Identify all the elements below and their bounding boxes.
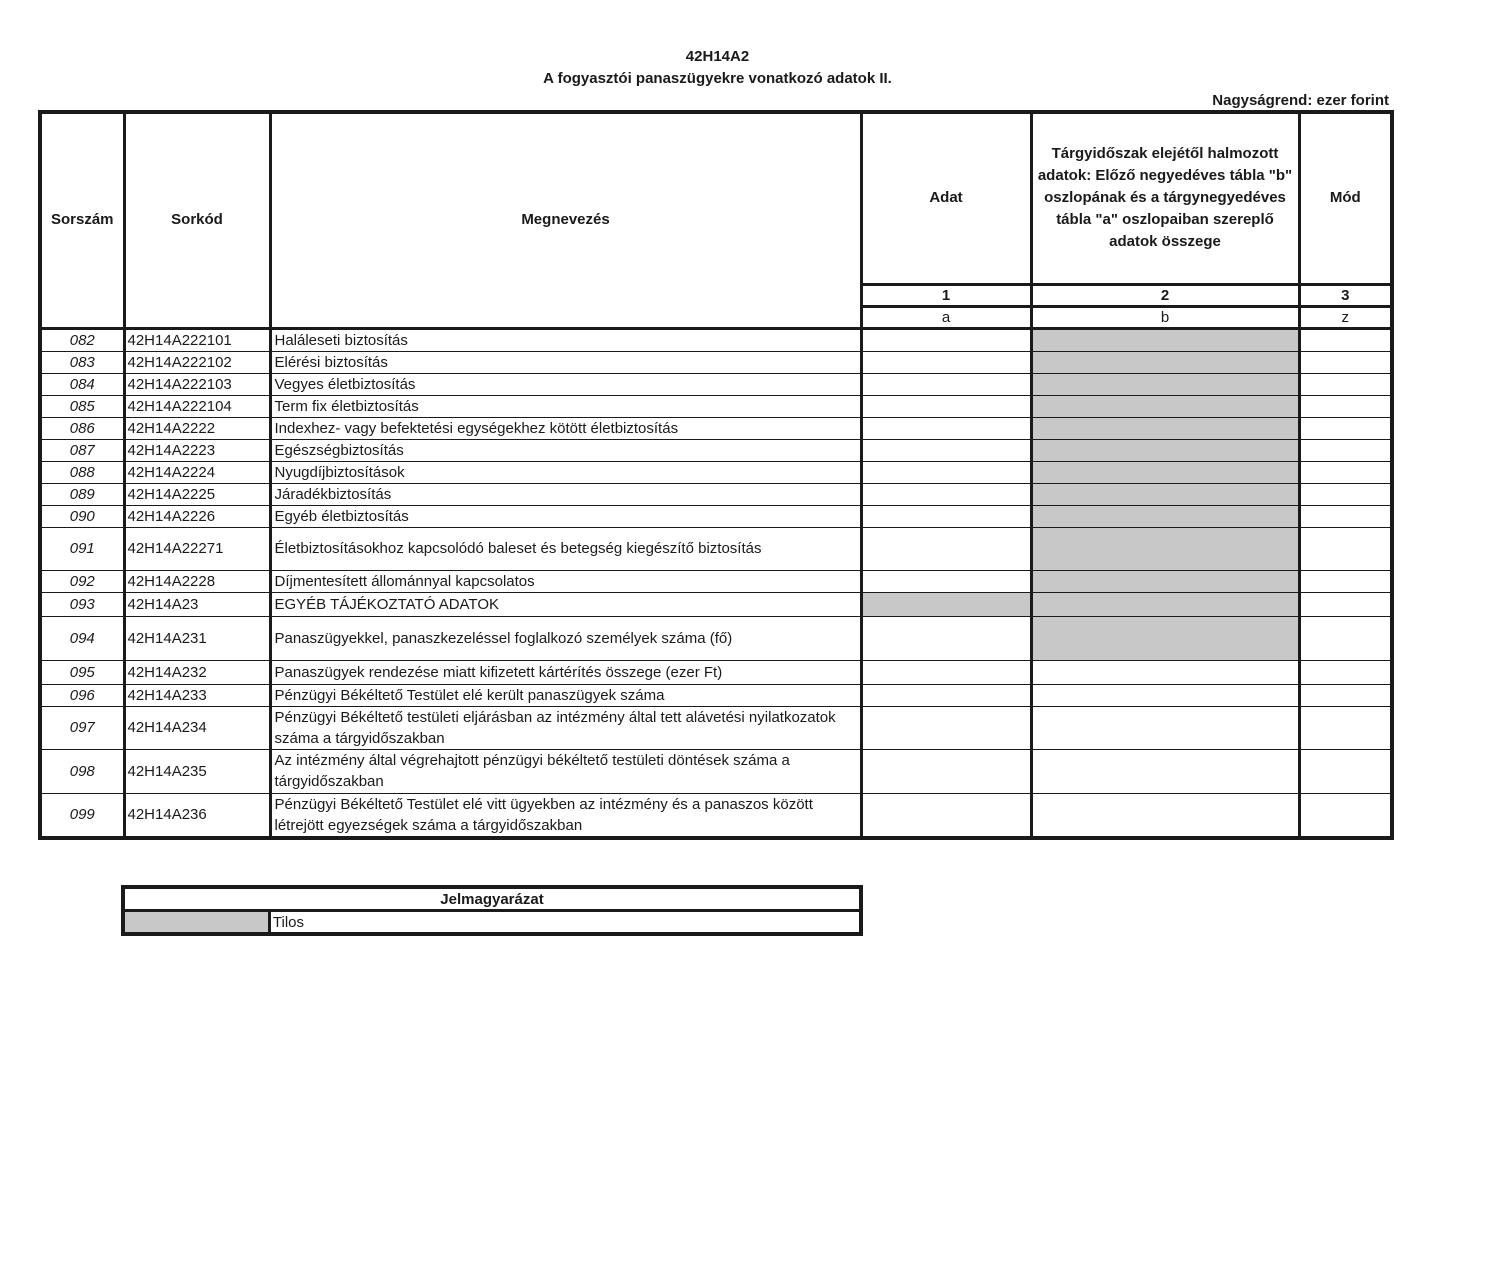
row-sorkod: 42H14A2224 (124, 461, 270, 483)
cell-halmozott-forbidden (1031, 527, 1299, 570)
table-row (40, 395, 1392, 417)
cell-halmozott-forbidden (1031, 592, 1299, 616)
cell-adat[interactable] (861, 527, 1031, 570)
legend-gray-label: Tilos (269, 911, 861, 935)
row-sorszam: 092 (40, 570, 124, 592)
row-sorszam: 084 (40, 373, 124, 395)
col-letter-z: z (1299, 306, 1392, 328)
row-sorkod: 42H14A22271 (124, 527, 270, 570)
form-code: 42H14A2 (685, 48, 750, 65)
table-row (40, 793, 1392, 838)
cell-halmozott-forbidden (1031, 483, 1299, 505)
row-sorszam: 083 (40, 351, 124, 373)
table-row (40, 505, 1392, 527)
cell-mod[interactable] (1299, 793, 1392, 838)
row-megnevezes: EGYÉB TÁJÉKOZTATÓ ADATOK (270, 592, 861, 616)
row-sorkod: 42H14A234 (124, 706, 270, 749)
table-row (40, 483, 1392, 505)
row-megnevezes: Panaszügyekkel, panaszkezeléssel foglalkozó személyek száma (fő) (270, 616, 861, 660)
row-sorkod: 42H14A2225 (124, 483, 270, 505)
row-megnevezes: Pénzügyi Békéltető Testület elé vitt ügyekben az intézmény és a panaszos között létrejött egyezségek száma a tárgyidőszakban (270, 793, 861, 838)
row-sorszam: 086 (40, 417, 124, 439)
row-megnevezes: Elérési biztosítás (270, 351, 861, 373)
row-sorszam: 090 (40, 505, 124, 527)
col-letter-b: b (1031, 306, 1299, 328)
row-sorszam: 098 (40, 749, 124, 793)
row-megnevezes: Egészségbiztosítás (270, 439, 861, 461)
cell-adat[interactable] (861, 660, 1031, 684)
table-row (40, 592, 1392, 616)
row-megnevezes: Vegyes életbiztosítás (270, 373, 861, 395)
cell-halmozott[interactable] (1031, 660, 1299, 684)
form-title: A fogyasztói panaszügyekre vonatkozó adatok II. (543, 70, 892, 87)
cell-mod[interactable] (1299, 373, 1392, 395)
cell-adat[interactable] (861, 373, 1031, 395)
table-row (40, 570, 1392, 592)
data-table (38, 110, 1394, 840)
cell-mod[interactable] (1299, 527, 1392, 570)
table-row (40, 461, 1392, 483)
cell-halmozott-forbidden (1031, 351, 1299, 373)
legend-table (121, 885, 863, 936)
row-sorszam: 094 (40, 616, 124, 660)
col-letter-a: a (861, 306, 1031, 328)
row-sorszam: 082 (40, 328, 124, 351)
cell-adat[interactable] (861, 505, 1031, 527)
cell-mod[interactable] (1299, 351, 1392, 373)
cell-halmozott-forbidden (1031, 328, 1299, 351)
row-megnevezes: Panaszügyek rendezése miatt kifizetett kártérítés összege (ezer Ft) (270, 660, 861, 684)
row-sorkod: 42H14A233 (124, 684, 270, 706)
row-sorszam: 095 (40, 660, 124, 684)
cell-mod[interactable] (1299, 616, 1392, 660)
cell-mod[interactable] (1299, 328, 1392, 351)
cell-halmozott-forbidden (1031, 439, 1299, 461)
cell-halmozott-forbidden (1031, 417, 1299, 439)
row-sorkod: 42H14A231 (124, 616, 270, 660)
row-sorszam: 093 (40, 592, 124, 616)
table-row (40, 527, 1392, 570)
table-row (40, 616, 1392, 660)
col-header-sorkod: Sorkód (124, 112, 270, 328)
col-number-2: 2 (1031, 284, 1299, 306)
cell-mod[interactable] (1299, 570, 1392, 592)
cell-adat[interactable] (861, 749, 1031, 793)
row-megnevezes: Egyéb életbiztosítás (270, 505, 861, 527)
cell-adat[interactable] (861, 461, 1031, 483)
col-number-1: 1 (861, 284, 1031, 306)
col-number-3: 3 (1299, 284, 1392, 306)
row-sorkod: 42H14A2222 (124, 417, 270, 439)
cell-mod[interactable] (1299, 461, 1392, 483)
cell-adat[interactable] (861, 616, 1031, 660)
row-sorszam: 089 (40, 483, 124, 505)
cell-mod[interactable] (1299, 483, 1392, 505)
cell-mod[interactable] (1299, 505, 1392, 527)
row-megnevezes: Term fix életbiztosítás (270, 395, 861, 417)
row-sorkod: 42H14A2228 (124, 570, 270, 592)
cell-halmozott-forbidden (1031, 373, 1299, 395)
row-sorkod: 42H14A236 (124, 793, 270, 838)
cell-adat[interactable] (861, 328, 1031, 351)
row-sorszam: 085 (40, 395, 124, 417)
legend-gray-swatch (123, 911, 269, 935)
table-row (40, 439, 1392, 461)
table-row (40, 351, 1392, 373)
col-header-megnevezes: Megnevezés (270, 112, 861, 328)
cell-halmozott[interactable] (1031, 749, 1299, 793)
cell-mod[interactable] (1299, 417, 1392, 439)
row-sorszam: 099 (40, 793, 124, 838)
row-megnevezes: Nyugdíjbiztosítások (270, 461, 861, 483)
cell-adat-forbidden (861, 592, 1031, 616)
cell-halmozott-forbidden (1031, 570, 1299, 592)
row-sorkod: 42H14A2223 (124, 439, 270, 461)
col-header-sorszam: Sorszám (40, 112, 124, 328)
cell-halmozott-forbidden (1031, 395, 1299, 417)
row-sorkod: 42H14A23 (124, 592, 270, 616)
cell-adat[interactable] (861, 483, 1031, 505)
cell-mod[interactable] (1299, 706, 1392, 749)
row-sorszam: 091 (40, 527, 124, 570)
row-sorkod: 42H14A222103 (124, 373, 270, 395)
row-sorszam: 087 (40, 439, 124, 461)
row-sorszam: 088 (40, 461, 124, 483)
table-row (40, 749, 1392, 793)
row-megnevezes: Pénzügyi Békéltető Testület elé került panaszügyek száma (270, 684, 861, 706)
col-header-adat: Adat (861, 112, 1031, 284)
cell-mod[interactable] (1299, 439, 1392, 461)
cell-halmozott-forbidden (1031, 461, 1299, 483)
row-sorszam: 096 (40, 684, 124, 706)
cell-mod[interactable] (1299, 749, 1392, 793)
row-megnevezes: Haláleseti biztosítás (270, 328, 861, 351)
table-row (40, 328, 1392, 351)
cell-adat[interactable] (861, 439, 1031, 461)
row-megnevezes: Indexhez- vagy befektetési egységekhez kötött életbiztosítás (270, 417, 861, 439)
row-megnevezes: Pénzügyi Békéltető testületi eljárásban az intézmény által tett alávetési nyilatkozatok száma a tárgyidőszakban (270, 706, 861, 749)
row-sorkod: 42H14A2226 (124, 505, 270, 527)
cell-adat[interactable] (861, 570, 1031, 592)
row-megnevezes: Járadékbiztosítás (270, 483, 861, 505)
cell-mod[interactable] (1299, 395, 1392, 417)
table-row (40, 684, 1392, 706)
row-sorkod: 42H14A222104 (124, 395, 270, 417)
cell-adat[interactable] (861, 793, 1031, 838)
row-megnevezes: Díjmentesített állománnyal kapcsolatos (270, 570, 861, 592)
cell-halmozott[interactable] (1031, 684, 1299, 706)
cell-adat[interactable] (861, 706, 1031, 749)
table-row (40, 373, 1392, 395)
col-header-mod: Mód (1299, 112, 1392, 284)
cell-mod[interactable] (1299, 660, 1392, 684)
cell-adat[interactable] (861, 684, 1031, 706)
table-row (40, 417, 1392, 439)
cell-halmozott-forbidden (1031, 616, 1299, 660)
cell-mod[interactable] (1299, 684, 1392, 706)
table-row (40, 660, 1392, 684)
row-sorkod: 42H14A222101 (124, 328, 270, 351)
table-row (40, 706, 1392, 749)
row-megnevezes: Életbiztosításokhoz kapcsolódó baleset és betegség kiegészítő biztosítás (270, 527, 861, 570)
row-megnevezes: Az intézmény által végrehajtott pénzügyi békéltető testületi döntések száma a tárgyidőszakban (270, 749, 861, 793)
cell-halmozott[interactable] (1031, 706, 1299, 749)
cell-adat[interactable] (861, 351, 1031, 373)
legend-title: Jelmagyarázat (123, 887, 861, 911)
row-sorszam: 097 (40, 706, 124, 749)
cell-halmozott[interactable] (1031, 793, 1299, 838)
unit-label: Nagyságrend: ezer forint (1212, 92, 1389, 109)
cell-mod[interactable] (1299, 592, 1392, 616)
row-sorkod: 42H14A222102 (124, 351, 270, 373)
row-sorkod: 42H14A232 (124, 660, 270, 684)
cell-adat[interactable] (861, 395, 1031, 417)
row-sorkod: 42H14A235 (124, 749, 270, 793)
cell-halmozott-forbidden (1031, 505, 1299, 527)
cell-adat[interactable] (861, 417, 1031, 439)
col-header-halmozott: Tárgyidőszak elejétől halmozott adatok: Előző negyedéves tábla "b" oszlopának és a tárgynegyedéves tábla "a" oszlopaiban szereplő adatok összege (1031, 112, 1299, 284)
